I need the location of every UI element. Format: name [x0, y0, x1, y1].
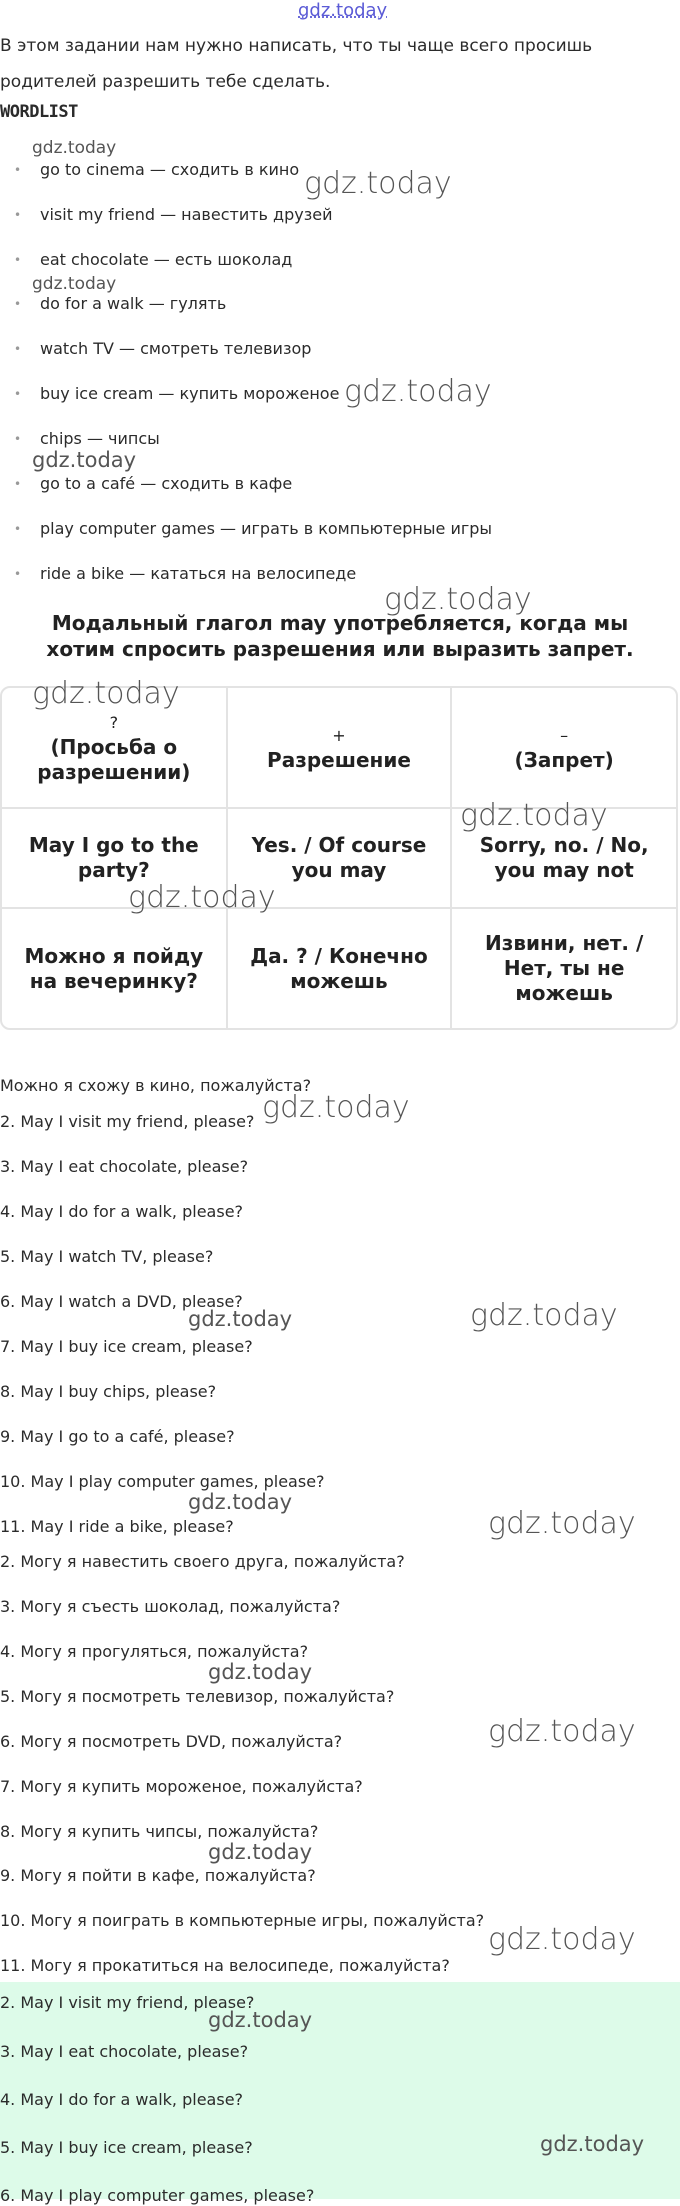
- question-en: 9. May I go to a café, please?: [0, 1427, 235, 1446]
- wordlist-item: • go to cinema — сходить в кино: [40, 160, 299, 180]
- head-label: Разрешение: [267, 747, 411, 772]
- question-ru: 4. Могу я прогуляться, пожалуйста?: [0, 1642, 309, 1661]
- question-ru: 8. Могу я купить чипсы, пожалуйста?: [0, 1822, 319, 1841]
- question-en: 5. May I watch TV, please?: [0, 1247, 214, 1266]
- question-en: 2. May I visit my friend, please?: [0, 1112, 255, 1131]
- head-label: (Просьба о разрешении): [37, 735, 191, 784]
- question-ru: 5. Могу я посмотреть телевизор, пожалуйста?: [0, 1687, 395, 1706]
- watermark-logo: gdz.today: [488, 1922, 636, 1957]
- question-en: 11. May I ride a bike, please?: [0, 1517, 234, 1536]
- question-ru: 9. Могу я пойти в кафе, пожалуйста?: [0, 1866, 316, 1885]
- wordlist-item: • buy ice cream — купить мороженое: [40, 384, 339, 404]
- watermark-logo: gdz.today: [188, 1307, 293, 1331]
- wordlist-item: • go to a café — сходить в кафе: [40, 474, 292, 494]
- question-en: 10. May I play computer games, please?: [0, 1472, 325, 1491]
- wordlist-item: • visit my friend — навестить друзей: [40, 205, 333, 225]
- question-en: 7. May I buy ice cream, please?: [0, 1337, 253, 1356]
- watermark-logo: gdz.today: [344, 374, 492, 409]
- header-watermark: gdz.today: [298, 0, 388, 21]
- selected-question: 3. May I eat chocolate, please?: [0, 2042, 249, 2061]
- watermark-logo: gdz.today: [32, 448, 137, 472]
- watermark-logo: gdz.today: [384, 582, 532, 617]
- question-ru: 7. Могу я купить мороженое, пожалуйста?: [0, 1777, 363, 1796]
- table-cell: Да. ? / Конечно можешь: [227, 908, 452, 1028]
- watermark-logo: gdz.today: [32, 676, 180, 711]
- question-ru: 2. Могу я навестить своего друга, пожалуйста?: [0, 1552, 405, 1571]
- watermark-logo: gdz.today: [304, 166, 452, 201]
- watermark-logo: gdz.today: [470, 1298, 618, 1333]
- watermark-logo: gdz.today: [208, 2008, 313, 2032]
- selected-question: 5. May I buy ice cream, please?: [0, 2138, 253, 2157]
- watermark-logo: gdz.today: [188, 1490, 293, 1514]
- question-ru: 6. Могу я посмотреть DVD, пожалуйста?: [0, 1732, 343, 1751]
- question-en: 3. May I eat chocolate, please?: [0, 1157, 249, 1176]
- question-ru: 10. Могу я поиграть в компьютерные игры, пожалуйста?: [0, 1911, 485, 1930]
- may-table: [0, 686, 678, 1030]
- watermark-logo: gdz.today: [128, 880, 276, 915]
- head-sign: –: [560, 725, 569, 745]
- question-ru: 11. Могу я прокатиться на велосипеде, пожалуйста?: [0, 1956, 450, 1975]
- watermark-logo: gdz.today: [460, 798, 608, 833]
- wordlist-item: • ride a bike — кататься на велосипеде: [40, 564, 356, 584]
- wordlist-item: • eat chocolate — есть шоколад: [40, 250, 292, 270]
- table-cell: May I go to the party?: [2, 808, 227, 908]
- head-label: (Запрет): [514, 747, 614, 772]
- question-en: Можно я схожу в кино, пожалуйста?: [0, 1076, 312, 1095]
- wordlist-item: • play computer games — играть в компьютерные игры: [40, 519, 492, 539]
- watermark-logo: gdz.today: [32, 274, 117, 294]
- selected-question: 4. May I do for a walk, please?: [0, 2090, 244, 2109]
- head-sign: ?: [109, 713, 119, 732]
- selected-question: 2. May I visit my friend, please?: [0, 1993, 255, 2012]
- question-en: 4. May I do for a walk, please?: [0, 1202, 244, 1221]
- question-en: 8. May I buy chips, please?: [0, 1382, 217, 1401]
- table-head-cell: [451, 688, 676, 808]
- watermark-logo: gdz.today: [262, 1090, 410, 1125]
- watermark-logo: gdz.today: [208, 1660, 313, 1684]
- question-en: 6. May I watch a DVD, please?: [0, 1292, 243, 1311]
- watermark-logo: gdz.today: [540, 2132, 645, 2156]
- wordlist-heading: WORDLIST: [0, 102, 78, 122]
- selected-question: 6. May I play computer games, please?: [0, 2186, 315, 2205]
- head-sign: +: [332, 725, 346, 745]
- modal-note: Модальный глагол may употребляется, когда мы хотим спросить разрешения или выразить запрет.: [46, 611, 634, 661]
- table-cell: Извини, нет. / Нет, ты не можешь: [451, 908, 676, 1028]
- table-cell: Можно я пойду на вечеринку?: [2, 908, 227, 1028]
- watermark-logo: gdz.today: [32, 138, 117, 158]
- table-head-cell: [227, 688, 452, 808]
- watermark-logo: gdz.today: [488, 1714, 636, 1749]
- table-cell: Yes. / Of course you may: [227, 808, 452, 908]
- question-ru: 3. Могу я съесть шоколад, пожалуйста?: [0, 1597, 341, 1616]
- wordlist-item: • do for a walk — гулять: [40, 294, 226, 314]
- watermark-logo: gdz.today: [208, 1840, 313, 1864]
- intro-text: В этом задании нам нужно написать, что ты чаще всего просишь родителей разрешить тебе сделать.: [0, 36, 593, 92]
- watermark-logo: gdz.today: [488, 1506, 636, 1541]
- wordlist-item: • chips — чипсы: [40, 429, 160, 449]
- wordlist-item: • watch TV — смотреть телевизор: [40, 339, 311, 359]
- table-cell: Sorry, no. / No, you may not: [451, 808, 676, 908]
